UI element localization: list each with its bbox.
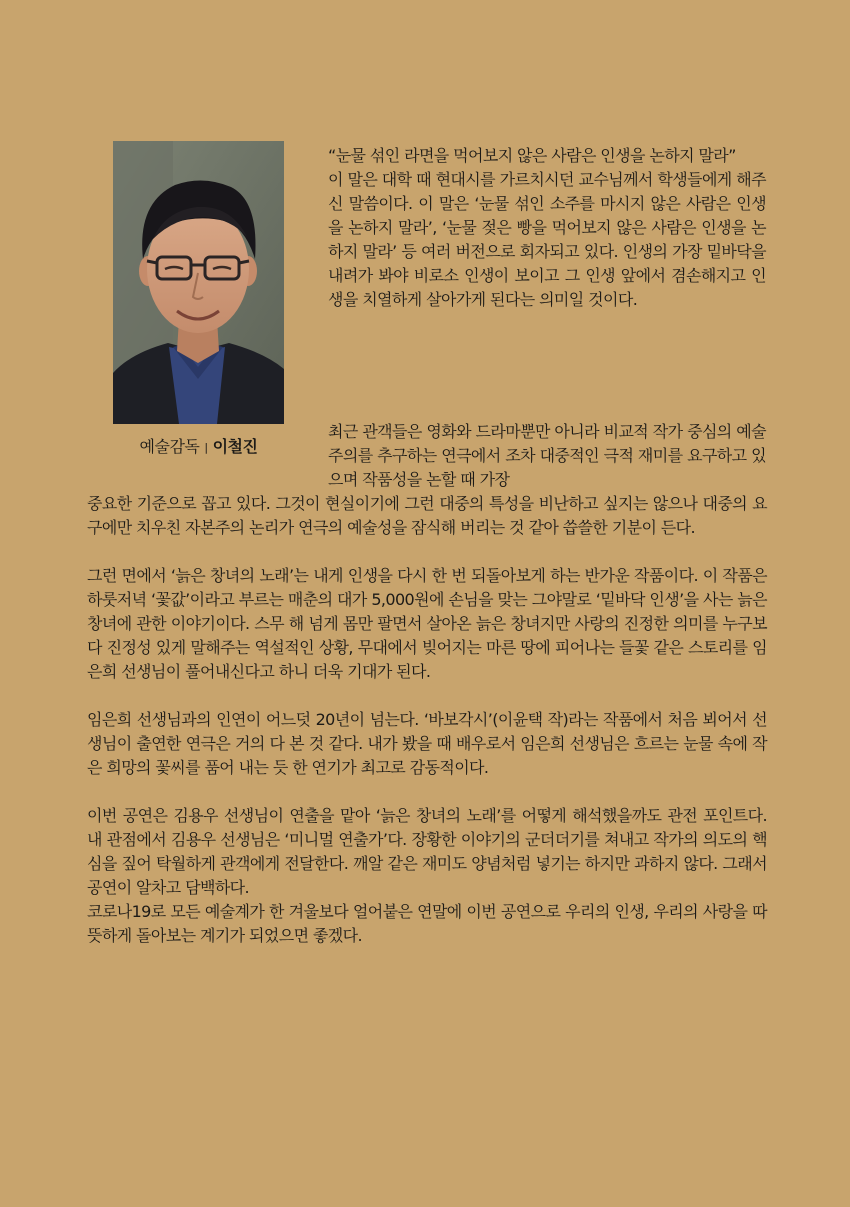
director-name: 이철진 [212, 437, 258, 456]
paragraph-3: 그런 면에서 ‘늙은 창녀의 노래’는 내게 인생을 다시 한 번 되돌아보게 하는 반가운 작품이다. 이 작품은 하룻저녁 ‘꽃값’이라고 부르는 매춘의 대가 5,000원에 손님을 맞는 그야말로 ‘밑바닥 인생’을 사는 늙은 창녀에 관한 이야기이다. 스무 해 넘게 몸만 팔면서 살아온 늙은 창녀지만 사랑의 진정한 의미를 누구보다 진정성 있게 말해주는 역설적인 상황, 무대에서 빚어지는 마른 땅에 피어나는 들꽃 같은 스토리를 임은희 선생님이 풀어내신다고 하니 더욱 기대가 된다. [87, 566, 767, 681]
caption-separator: | [204, 441, 208, 454]
paragraph-2-part1: 최근 관객들은 영화와 드라마뿐만 아니라 비교적 작가 중심의 예술주의를 추구하는 연극에서 조차 대중적인 극적 재미를 요구하고 있으며 작품성을 논할 때 가장 [328, 422, 766, 489]
main-column [87, 492, 767, 948]
paragraph-5: 이번 공연은 김용우 선생님이 연출을 맡아 ‘늙은 창녀의 노래’를 어떻게 해석했을까도 관전 포인트다. 내 관점에서 김용우 선생님은 ‘미니멀 연출가’다. 장황한 이야기의 군더더기를 쳐내고 작가의 의도의 핵심을 짚어 탁월하게 관객에게 전달한다. 깨알 같은 재미도 양념처럼 넣기는 하지만 과하지 않다. 그래서 공연이 알차고 담백하다. [87, 806, 767, 897]
paragraph-2-start [328, 420, 766, 492]
paragraph-6: 코로나19로 모든 예술계가 한 겨울보다 얼어붙은 연말에 이번 공연으로 우리의 인생, 우리의 사랑을 따뜻하게 돌아보는 계기가 되었으면 좋겠다. [87, 902, 767, 945]
paragraph-2-part2: 중요한 기준으로 꼽고 있다. 그것이 현실이기에 그런 대중의 특성을 비난하고 싶지는 않으나 대중의 요구에만 치우친 자본주의 논리가 연극의 예술성을 잠식해 버리는 것 같아 씁쓸한 기분이 든다. [87, 494, 767, 537]
photo-caption [113, 434, 284, 457]
paragraph-4: 임은희 선생님과의 인연이 어느덧 20년이 넘는다. ‘바보각시’(이윤택 작)라는 작품에서 처음 뵈어서 선생님이 출연한 연극은 거의 다 본 것 같다. 내가 봤을 때 배우로서 임은희 선생님은 흐르는 눈물 속에 작은 희망의 꽃씨를 품어 내는 듯 한 연기가 최고로 감동적이다. [87, 710, 767, 777]
intro-column [328, 144, 766, 312]
director-role: 예술감독 [139, 437, 200, 456]
director-photo [113, 141, 284, 424]
intro-paragraph: 이 말은 대학 때 현대시를 가르치시던 교수님께서 학생들에게 해주신 말씀이다. 이 말은 ‘눈물 섞인 소주를 마시지 않은 사람은 인생을 논하지 말라’, ‘눈물 젖은 빵을 먹어보지 않은 사람은 인생을 논하지 말라’ 등 여러 버전으로 회자되고 있다. 인생의 가장 밑바닥을 내려가 봐야 비로소 인생이 보이고 그 인생 앞에서 겸손해지고 인생을 치열하게 살아가게 된다는 의미일 것이다. [328, 170, 766, 309]
opening-quote: “눈물 섞인 라면을 먹어보지 않은 사람은 인생을 논하지 말라” [328, 146, 736, 165]
